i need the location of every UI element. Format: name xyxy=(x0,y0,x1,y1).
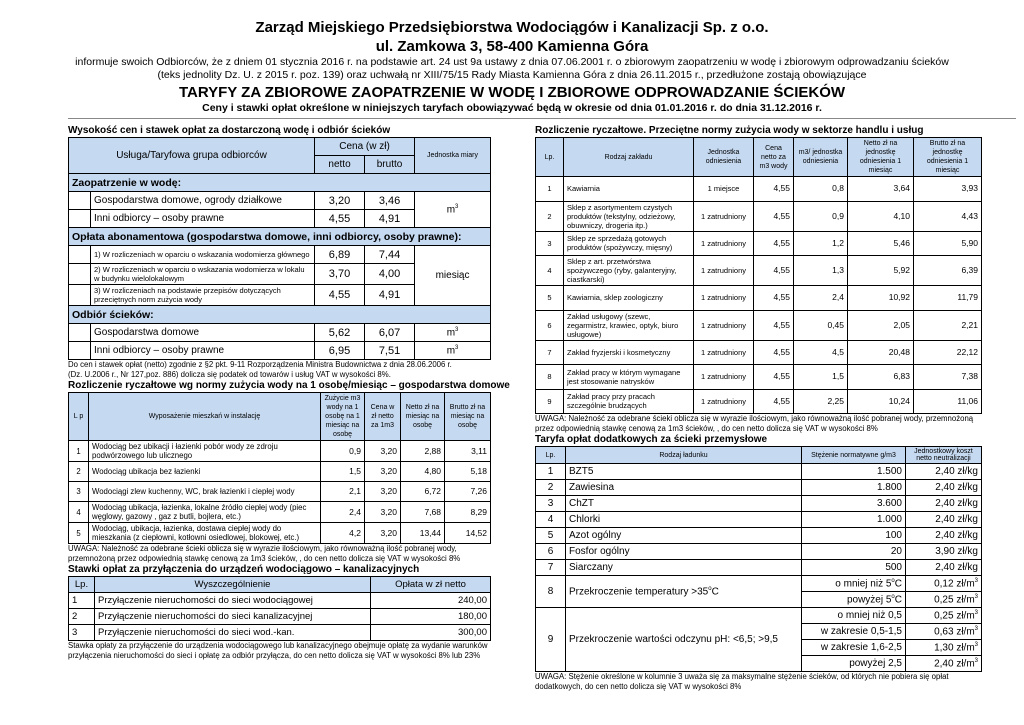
table-cell: Wodociąg bez ubikacji i łazienki pobór wody ze zdroju podwórzowego lub ulicznego xyxy=(89,441,321,462)
gross-value: 4,91 xyxy=(365,285,415,306)
table-row xyxy=(69,502,491,523)
table-cell: 1 xyxy=(536,464,566,480)
table-cell: 100 xyxy=(802,528,906,544)
table-cell: 2,21 xyxy=(914,310,982,340)
table-cell: 4,55 xyxy=(754,310,794,340)
table-cell: 9 xyxy=(536,608,566,672)
table-cell: 2,40 zł/kg xyxy=(906,480,982,496)
category-sewage: Odbiór ścieków: xyxy=(69,306,491,324)
table-cell: 7,26 xyxy=(445,482,491,502)
table-cell: 5 xyxy=(536,286,564,311)
table-header-row xyxy=(69,577,491,593)
table-cell: 1 zatrudniony xyxy=(694,256,754,286)
table-cell: 3.600 xyxy=(802,496,906,512)
table-row xyxy=(536,608,982,624)
section4-note: UWAGA: Należność za odebrane ścieki oblicza się w wyrazie ilościowym, jako równoważną ilość pobranej wody, przemnożoną przez odpowiednią stawkę cenową za 1m3 ścieków, , do cen netto dolicza się VAT w wysokości 8% xyxy=(535,414,974,433)
column-header: Cena w zł netto za 1m3 xyxy=(365,393,401,441)
row-name: Inni odbiorcy – osoby prawne xyxy=(91,210,315,228)
cell-text: Przekroczenie temperatury >35 xyxy=(569,586,709,598)
table-cell: Przyłączenie nieruchomości do sieci wod.-kan. xyxy=(95,625,371,641)
table-cell: 7,38 xyxy=(914,365,982,390)
column-header: Jednostka odniesienia xyxy=(694,138,754,177)
table-cell xyxy=(906,592,982,608)
table-row xyxy=(69,482,491,502)
row-name: 3) W rozliczeniach na podstawie przepisów dotyczących przeciętnych norm zużycia wody xyxy=(91,285,315,306)
document-header xyxy=(0,18,1024,115)
table-cell: BZT5 xyxy=(566,464,802,480)
household-lumpsum-table xyxy=(68,392,491,544)
table-cell: 4 xyxy=(69,502,89,523)
net-value: 5,62 xyxy=(315,324,365,342)
table-cell: 4,5 xyxy=(794,340,848,365)
table-row xyxy=(536,365,982,390)
row-name: Gospodarstwa domowe xyxy=(91,324,315,342)
section4-title: Rozliczenie ryczałtowe. Przeciętne normy zużycia wody w sektorze handlu i usług xyxy=(535,125,924,136)
table-cell: powyżej 2,5 xyxy=(802,656,906,672)
table-cell: 2 xyxy=(69,609,95,625)
column-header: Netto zł na miesiąc na osobę xyxy=(401,393,445,441)
table-row xyxy=(536,496,982,512)
gross-value: 4,00 xyxy=(365,264,415,285)
table-cell: 0,45 xyxy=(794,310,848,340)
table-cell: Fosfor ogólny xyxy=(566,544,802,560)
table-cell: 3,20 xyxy=(365,523,401,544)
table-cell: 10,24 xyxy=(848,389,914,414)
table-cell: 1,3 xyxy=(794,256,848,286)
table-row xyxy=(536,480,982,496)
table-cell: 8 xyxy=(536,365,564,390)
table-cell: 8,29 xyxy=(445,502,491,523)
table-cell: 5 xyxy=(536,528,566,544)
table-cell: 4,55 xyxy=(754,365,794,390)
table-cell: 11,06 xyxy=(914,389,982,414)
table-row xyxy=(536,201,982,231)
table-cell: 2 xyxy=(536,201,564,231)
table-cell: Wodociągi zlew kuchenny, WC, brak łazienki i ciepłej wody xyxy=(89,482,321,502)
table-cell xyxy=(566,576,802,608)
table-cell: 3,20 xyxy=(365,502,401,523)
table-cell: 1 xyxy=(69,593,95,609)
table-cell: 1 zatrudniony xyxy=(694,231,754,256)
net-value: 3,70 xyxy=(315,264,365,285)
trade-services-table xyxy=(535,137,982,414)
table-cell: 3 xyxy=(69,625,95,641)
table-cell: 1 zatrudniony xyxy=(694,286,754,311)
section1-note-1: Do cen i stawek opłat (netto) zgodnie z §2 pkt. 9-11 Rozporządzenia Ministra Budownictwa z dnia 28.06.2006 r. xyxy=(68,360,452,369)
table-cell: o mniej niż 0,5 xyxy=(802,608,906,624)
table-cell: 20,48 xyxy=(848,340,914,365)
column-header: Wyposażenie mieszkań w instalację xyxy=(89,393,321,441)
table-cell: 22,12 xyxy=(914,340,982,365)
table-cell xyxy=(906,624,982,640)
table-cell: 4 xyxy=(536,256,564,286)
validity-period: Ceny i stawki opłat określone w niniejszych taryfach obowiązywać będą w okresie od dnia 01.01.2016 r. do dnia 31.12.2016 r. xyxy=(202,102,822,114)
table-cell: 0,9 xyxy=(321,441,365,462)
column-header: L p xyxy=(69,393,89,441)
section5-title: Taryfa opłat dodatkowych za ścieki przemysłowe xyxy=(535,434,768,445)
cell-text: 1,30 zł/m xyxy=(934,642,975,654)
table-cell: 2,40 zł/kg xyxy=(906,528,982,544)
table-cell: 6,72 xyxy=(401,482,445,502)
column-header: Netto zł na jednostkę odniesienia 1 miesiąc xyxy=(848,138,914,177)
table-cell xyxy=(906,656,982,672)
gross-value: 6,07 xyxy=(365,324,415,342)
table-row xyxy=(536,389,982,414)
table-row xyxy=(536,286,982,311)
table-header-row xyxy=(536,447,982,464)
table-cell: 0,8 xyxy=(794,177,848,202)
table-cell: 4,55 xyxy=(754,286,794,311)
table-cell: 2,1 xyxy=(321,482,365,502)
table-row xyxy=(536,560,982,576)
table-cell: 5,92 xyxy=(848,256,914,286)
table-cell: 1,5 xyxy=(794,365,848,390)
table-cell: 7,68 xyxy=(401,502,445,523)
tariff-title: TARYFY ZA ZBIOROWE ZAOPATRZENIE W WODĘ I ZBIOROWE ODPROWADZANIE ŚCIEKÓW xyxy=(178,84,846,101)
table-cell xyxy=(906,608,982,624)
table-cell: 0,9 xyxy=(794,201,848,231)
header-gross: brutto xyxy=(365,156,415,174)
net-value: 4,55 xyxy=(315,210,365,228)
row-name: Gospodarstwa domowe, ogrody działkowe xyxy=(91,192,315,210)
table-cell: 1 zatrudniony xyxy=(694,340,754,365)
table-cell: Siarczany xyxy=(566,560,802,576)
cell-text: C xyxy=(894,594,902,606)
table-cell: 7 xyxy=(536,340,564,365)
superscript: 3 xyxy=(974,593,978,600)
table-cell: Zakład fryzjerski i kosmetyczny xyxy=(564,340,694,365)
table-cell: 2,4 xyxy=(794,286,848,311)
table-cell: 4 xyxy=(536,512,566,528)
table-cell: Zakład usługowy (szewc, zegarmistrz, krawiec, optyk, biuro usługowe) xyxy=(564,310,694,340)
table-cell: 3 xyxy=(536,496,566,512)
column-header: Cena netto za m3 wody xyxy=(754,138,794,177)
table-cell: 4,10 xyxy=(848,201,914,231)
table-cell: 11,79 xyxy=(914,286,982,311)
net-value: 3,20 xyxy=(315,192,365,210)
cell-text: o mniej niż 5 xyxy=(835,578,892,590)
table-row xyxy=(536,512,982,528)
table-cell: 2,40 zł/kg xyxy=(906,496,982,512)
column-header: Brutto zł na jednostkę odniesienia 1 miesiąc xyxy=(914,138,982,177)
cell-text: 0,63 zł/m xyxy=(934,626,975,638)
table-row xyxy=(69,441,491,462)
section1-title: Wysokość cen i stawek opłat za dostarczoną wodę i odbiór ścieków xyxy=(68,125,391,136)
table-cell: Kawiarnia, sklep zoologiczny xyxy=(564,286,694,311)
left-column xyxy=(68,125,510,661)
column-header: Brutto zł na miesiąc na osobę xyxy=(445,393,491,441)
category-water: Zaopatrzenie w wodę: xyxy=(69,174,491,192)
table-cell: w zakresie 0,5-1,5 xyxy=(802,624,906,640)
net-value: 6,89 xyxy=(315,246,365,264)
table-cell: 500 xyxy=(802,560,906,576)
table-cell: Zakład pracy przy pracach szczególnie brudzących xyxy=(564,389,694,414)
table-cell: 4,55 xyxy=(754,389,794,414)
table-cell: 2,40 zł/kg xyxy=(906,512,982,528)
header-net: netto xyxy=(315,156,365,174)
table-cell: 5,46 xyxy=(848,231,914,256)
table-cell: 5,18 xyxy=(445,462,491,482)
table-cell: 3 xyxy=(536,231,564,256)
table-cell: Azot ogólny xyxy=(566,528,802,544)
table-cell: 1.500 xyxy=(802,464,906,480)
cell-text: 0,25 zł/m xyxy=(934,594,975,606)
table-cell: Sklep z art. przetwórstwa spożywczego (ryby, galanteryjny, ciastkarski) xyxy=(564,256,694,286)
table-cell: 6,39 xyxy=(914,256,982,286)
net-value: 6,95 xyxy=(315,342,365,360)
superscript: 3 xyxy=(974,625,978,632)
table-row xyxy=(536,310,982,340)
table-cell: Zakład pracy w którym wymagane jest stosowanie natrysków xyxy=(564,365,694,390)
right-column xyxy=(535,125,981,692)
table-cell xyxy=(802,592,906,608)
table-cell: 4,43 xyxy=(914,201,982,231)
table-cell: 7 xyxy=(536,560,566,576)
gross-value: 3,46 xyxy=(365,192,415,210)
column-header: m3/ jednostka odniesienia xyxy=(794,138,848,177)
column-header: Lp. xyxy=(536,447,566,464)
table-cell: 1 zatrudniony xyxy=(694,310,754,340)
table-cell: 20 xyxy=(802,544,906,560)
table-cell: 240,00 xyxy=(371,593,491,609)
table-cell: 9 xyxy=(536,389,564,414)
table-cell: 300,00 xyxy=(371,625,491,641)
table-cell: Chlorki xyxy=(566,512,802,528)
section5-note: UWAGA: Stężenie określone w kolumnie 3 uważa się za maksymalne stężenie ścieków, od których nie pobiera się opłat dodatkowych, do cen netto dolicza się VAT w wysokości 8% xyxy=(535,672,949,691)
table-cell: 8 xyxy=(536,576,566,608)
superscript: o xyxy=(891,593,895,600)
table-cell: 2 xyxy=(69,462,89,482)
column-header: Lp. xyxy=(69,577,95,593)
table-cell: 3,90 zł/kg xyxy=(906,544,982,560)
table-cell: 180,00 xyxy=(371,609,491,625)
header-unit: Jednostka miary xyxy=(415,138,491,174)
superscript: 3 xyxy=(974,641,978,648)
table-row xyxy=(69,523,491,544)
table-cell: Przyłączenie nieruchomości do sieci kanalizacyjnej xyxy=(95,609,371,625)
table-cell: 4,55 xyxy=(754,256,794,286)
table-cell: 4,55 xyxy=(754,340,794,365)
water-sewage-price-table xyxy=(68,137,491,360)
table-header-row xyxy=(69,393,491,441)
unit-cubic-meter: $m^3$ xyxy=(415,342,491,360)
table-cell: 2,40 zł/kg xyxy=(906,560,982,576)
superscript: 3 xyxy=(974,609,978,616)
table-cell: 1 zatrudniony xyxy=(694,365,754,390)
table-row xyxy=(69,593,491,609)
table-cell: 4,2 xyxy=(321,523,365,544)
table-cell: 5 xyxy=(69,523,89,544)
table-cell: Wodociąg ubikacja bez łazienki xyxy=(89,462,321,482)
net-value: 4,55 xyxy=(315,285,365,306)
table-cell: 4,55 xyxy=(754,177,794,202)
header-service: Usługa/Taryfowa grupa odbiorców xyxy=(69,138,315,174)
table-row xyxy=(536,231,982,256)
table-cell: 1,2 xyxy=(794,231,848,256)
table-cell: 3,11 xyxy=(445,441,491,462)
table-cell: Przyłączenie nieruchomości do sieci wodociągowej xyxy=(95,593,371,609)
table-cell: 5,90 xyxy=(914,231,982,256)
table-cell: 3,20 xyxy=(365,482,401,502)
table-row xyxy=(536,464,982,480)
gross-value: 7,51 xyxy=(365,342,415,360)
table-cell: 2 xyxy=(536,480,566,496)
cell-text: C xyxy=(894,578,902,590)
table-cell: 6,83 xyxy=(848,365,914,390)
column-header: Rodzaj zakładu xyxy=(564,138,694,177)
table-row xyxy=(536,256,982,286)
table-cell xyxy=(802,576,906,592)
table-cell: ChZT xyxy=(566,496,802,512)
table-cell: 4,55 xyxy=(754,231,794,256)
superscript: 3 xyxy=(974,657,978,664)
table-cell: 2,88 xyxy=(401,441,445,462)
table-cell: 3 xyxy=(69,482,89,502)
column-header: Wyszczególnienie xyxy=(95,577,371,593)
company-address: ul. Zamkowa 3, 58-400 Kamienna Góra xyxy=(375,38,649,55)
table-cell: 13,44 xyxy=(401,523,445,544)
table-cell: 2,40 zł/kg xyxy=(906,464,982,480)
table-cell: Zawiesina xyxy=(566,480,802,496)
section3-note: Stawka opłaty za przyłączenie do urządzenia wodociągowego lub kanalizacyjnego obejmuje opłatę za wydanie warunków przyłączenia nieruchomości do sieci i opłatę za odbiór przyłącza, do cen netto dolicza się VAT w wysokości 8% lub 23% xyxy=(68,641,488,660)
header-divider xyxy=(68,118,1016,119)
table-cell: 1.000 xyxy=(802,512,906,528)
column-header: Lp. xyxy=(536,138,564,177)
company-name: Zarząd Miejskiego Przedsiębiorstwa Wodociągów i Kanalizacji Sp. z o.o. xyxy=(255,19,769,36)
table-cell: 14,52 xyxy=(445,523,491,544)
table-cell: Sklep z asortymentem czystych produktów (tekstylny, odzieżowy, obuwniczy, drogeria itp.) xyxy=(564,201,694,231)
section2-title: Rozliczenie ryczałtowe wg normy zużycia wody na 1 osobę/miesiąc – gospodarstwa domowe xyxy=(68,380,510,391)
table-cell: 1 zatrudniony xyxy=(694,201,754,231)
cell-text: 0,12 zł/m xyxy=(934,578,975,590)
table-cell: Sklep ze sprzedażą gotowych produktów (spożywczy, mięsny) xyxy=(564,231,694,256)
table-cell: 6 xyxy=(536,310,564,340)
table-row xyxy=(69,609,491,625)
table-cell: 3,20 xyxy=(365,441,401,462)
column-header: Opłata w zł netto xyxy=(371,577,491,593)
table-row xyxy=(536,340,982,365)
table-row xyxy=(536,177,982,202)
unit-cubic-meter: $m^3$ xyxy=(415,324,491,342)
table-cell: 6 xyxy=(536,544,566,560)
industrial-sewage-table xyxy=(535,446,982,672)
unit-month: miesiąc xyxy=(415,246,491,306)
superscript: o xyxy=(708,585,712,592)
table-row xyxy=(69,625,491,641)
section1-note-2: (Dz. U.2006 r., Nr 127,poz. 886) dolicza się podatek od towarów i usług VAT w wysokości 8%. xyxy=(68,370,391,379)
table-cell: 1 xyxy=(536,177,564,202)
gross-value: 7,44 xyxy=(365,246,415,264)
column-header: Zużycie m3 wody na 1 osobę na 1 miesiąc na osobę xyxy=(321,393,365,441)
table-cell: w zakresie 1,6-2,5 xyxy=(802,640,906,656)
table-cell: 1 zatrudniony xyxy=(694,389,754,414)
cell-text: 2,40 zł/m xyxy=(934,658,975,670)
column-header: Rodzaj ładunku xyxy=(566,447,802,464)
category-subscription: Opłata abonamentowa (gospodarstwa domowe, inni odbiorcy, osoby prawne): xyxy=(69,228,491,246)
table-cell: 1,5 xyxy=(321,462,365,482)
table-cell: 4,55 xyxy=(754,201,794,231)
connection-fee-table xyxy=(68,576,491,641)
table-cell: 2,05 xyxy=(848,310,914,340)
table-cell: 1 miejsce xyxy=(694,177,754,202)
cell-text: C xyxy=(711,586,719,598)
table-cell: Wodociąg ubikacja, łazienka, lokalne źródło ciepłej wody (piec węglowy, gazowy , gaz z butli, bojlera, etc.) xyxy=(89,502,321,523)
gross-value: 4,91 xyxy=(365,210,415,228)
unit-cubic-meter: $m^3$ xyxy=(415,192,491,228)
cell-text: 0,25 zł/m xyxy=(934,610,975,622)
table-cell: 2,4 xyxy=(321,502,365,523)
table-row xyxy=(536,528,982,544)
table-cell xyxy=(906,640,982,656)
table-row xyxy=(536,544,982,560)
table-row xyxy=(69,462,491,482)
intro-line-1: informuje swoich Odbiorców, że z dniem 01 stycznia 2016 r. na podstawie art. 24 ust 9a ustawy z dnia 07.06.2001 r. o zbiorowym zaopatrzeniu w wodę i zbiorowym odprowadzaniu ścieków xyxy=(75,56,949,68)
table-cell: 1.800 xyxy=(802,480,906,496)
table-cell: Kawiarnia xyxy=(564,177,694,202)
table-cell: 3,64 xyxy=(848,177,914,202)
table-row xyxy=(536,576,982,592)
table-cell: 3,93 xyxy=(914,177,982,202)
table-cell xyxy=(906,576,982,592)
superscript: 3 xyxy=(974,577,978,584)
row-name: 1) W rozliczeniach w oparciu o wskazania wodomierza głównego xyxy=(91,246,315,264)
table-cell: 10,92 xyxy=(848,286,914,311)
intro-line-2: (teks jednolity Dz. U. z 2015 r. poz. 139) oraz uchwałą nr XIII/75/15 Rady Miasta Kamienna Góra z dnia 26.11.2015 r., przedłużone zostają obowiązujące xyxy=(157,69,867,81)
column-header: Stężenie normatywne g/m3 xyxy=(802,447,906,464)
cell-text: powyżej 5 xyxy=(846,594,892,606)
table-cell: Wodociąg, ubikacja, łazienka, dostawa ciepłej wody do mieszkania (z ciepłowni, kotłowni osiedlowej, blokowej, etc.) xyxy=(89,523,321,544)
table-header-row xyxy=(536,138,982,177)
table-cell: 1 xyxy=(69,441,89,462)
row-name: 2) W rozliczeniach w oparciu o wskazania wodomierza w lokalu w budynku wielolokalowym xyxy=(91,264,315,285)
header-price: Cena (w zł) xyxy=(315,138,415,156)
superscript: o xyxy=(891,577,895,584)
column-header: Jednostkowy koszt netto neutralizacji xyxy=(906,447,982,464)
table-cell: 2,25 xyxy=(794,389,848,414)
row-name: Inni odbiorcy – osoby prawne xyxy=(91,342,315,360)
table-cell: 3,20 xyxy=(365,462,401,482)
section2-note: UWAGA: Należność za odebrane ścieki oblicza się w wyrazie ilościowym, jako równoważną ilość pobranej wody, przemnożoną przez odpowiednią stawkę cenową za 1m3 ścieków, , do cen netto dolicza się VAT w wysokości 8% xyxy=(68,544,461,563)
section3-title: Stawki opłat za przyłączenia do urządzeń wodociągowo – kanalizacyjnych xyxy=(68,564,420,575)
table-cell: Przekroczenie wartości odczynu pH: <6,5; >9,5 xyxy=(566,608,802,672)
table-cell: 4,80 xyxy=(401,462,445,482)
